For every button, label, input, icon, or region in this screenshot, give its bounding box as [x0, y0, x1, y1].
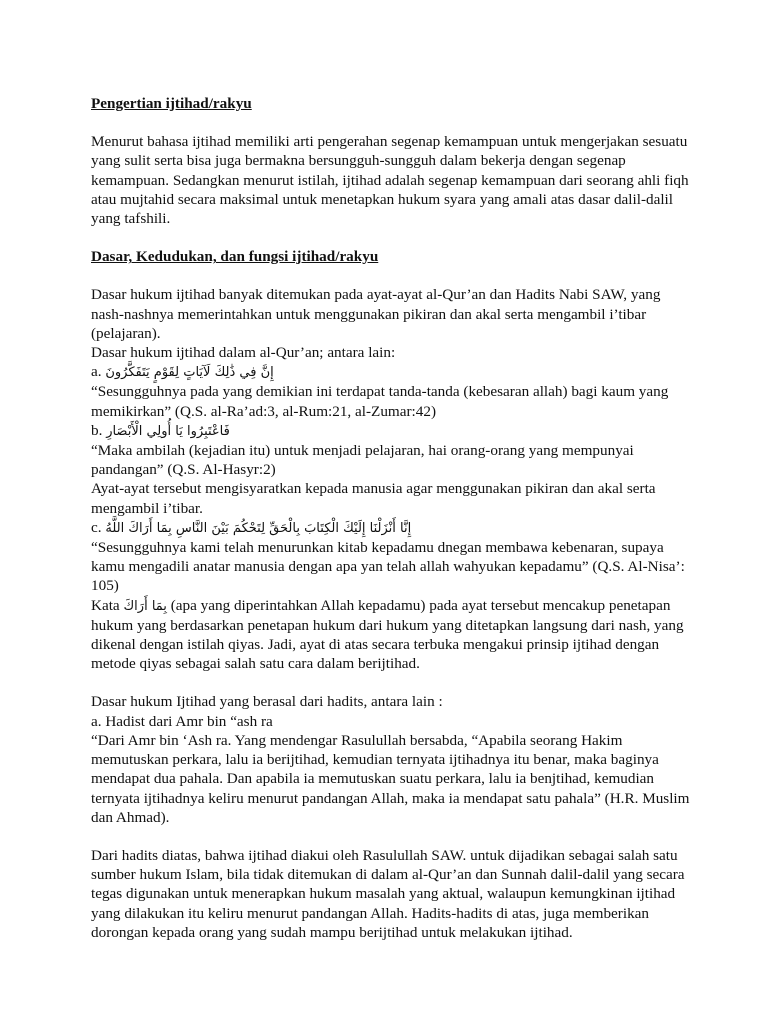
- section-heading-dasar: Dasar, Kedudukan, dan fungsi ijtihad/rakyu: [91, 248, 379, 266]
- paragraph-quran-intro: Dasar hukum ijtihad dalam al-Qur’an; antara lain:: [91, 344, 396, 362]
- kata-rest: (apa yang diperintahkan Allah kepadamu) pada ayat tersebut mencakup penetapan hukum yang berdasarkan penetapan hukum dari hukum yang ditetapkan langsung dari nash, yang dikenal dengan istilah qiyas. Jadi, ayat di atas secara terbuka mengakui prinsip ijtihad dengan metode qiyas sebagai salah satu cara dalam berijtihad.: [91, 596, 684, 673]
- verse-b-translation: “Maka ambilah (kejadian itu) untuk menjadi pelajaran, hai orang-orang yang mempunyai pandangan” (Q.S. Al-Hasyr:2): [91, 442, 634, 479]
- document-body: [91, 94, 691, 942]
- paragraph-hadits-intro: Dasar hukum Ijtihad yang berasal dari hadits, antara lain :: [91, 693, 443, 711]
- verse-c: [91, 518, 691, 538]
- verse-c-label: c.: [91, 518, 102, 536]
- verse-a-translation: “Sesungguhnya pada yang demikian ini terdapat tanda-tanda (kebesaran allah) bagi kaum yang memikirkan” (Q.S. al-Ra’ad:3, al-Rum:21, al-Zumar:42): [91, 383, 669, 420]
- verse-a-arabic: إِنَّ فِي ذَٰلِكَ لَآيَاتٍ لِقَوْمٍ يَتَفَكَّرُونَ: [105, 365, 274, 381]
- verse-b-arabic: فَاعْتَبِرُوا يَا أُولِي الْأَبْصَارِ: [106, 423, 230, 439]
- kata-arabic: بِمَا أَرَاكَ: [123, 598, 167, 614]
- verse-b: [91, 421, 691, 441]
- kata-prefix: Kata: [91, 596, 120, 614]
- verse-b-label: b.: [91, 421, 103, 439]
- paragraph-conclusion: Dari hadits diatas, bahwa ijtihad diakui oleh Rasulullah SAW. untuk dijadikan sebagai salah satu sumber hukum Islam, bila tidak ditemukan di dalam al-Qur’an dan Sunnah dalil-dalil yang secara tegas digunakan untuk menerapkan hukum masalah yang aktual, walaupun kemungkinan ijtihad yang dilakukan itu keliru menurut pandangan Allah. Hadits-hadits di atas, juga memberikan dorongan kepada orang yang sudah mampu berijtihad untuk melakukan ijtihad.: [91, 846, 685, 941]
- verse-c-arabic: إِنَّا أَنْزَلْنَا إِلَيْكَ الْكِتَابَ بِالْحَقِّ لِتَحْكُمَ بَيْنَ النَّاسِ بِمَا أَرَاكَ اللَّهُ: [105, 520, 412, 536]
- verse-c-translation: “Sesungguhnya kami telah menurunkan kitab kepadamu dnegan membawa kebenaran, supaya kamu mengadili anatar manusia dengan apa yan telah allah wahyukan kepadamu” (Q.S. Al-Nisa’: 105): [91, 539, 685, 595]
- paragraph-dasar-intro: Dasar hukum ijtihad banyak ditemukan pada ayat-ayat al-Qur’an dan Hadits Nabi SAW, yang nash-nashnya memerintahkan untuk menggunakan pikiran dan akal serta mengambil i’tibar (pelajaran).: [91, 286, 661, 342]
- hadith-quote: “Dari Amr bin ‘Ash ra. Yang mendengar Rasulullah bersabda, “Apabila seorang Hakim memutuskan perkara, lalu ia berijtihad, kemudian ternyata ijtihadnya itu benar, maka baginya mendapat dua pahala. Dan apabila ia memutuskan suatu perkara, lalu ia benjtihad, kemudian ternyata ijtihadnya keliru menurut pandangan Allah, maka ia mendapat satu pahala” (H.R. Muslim dan Ahmad).: [91, 731, 690, 826]
- paragraph-definition: Menurut bahasa ijtihad memiliki arti pengerahan segenap kemampuan untuk mengerjakan sesuatu yang sulit serta bisa juga bermakna bersungguh-sungguh dalam bekerja dengan segenap kemampuan. Sedangkan menurut istilah, ijtihad adalah segenap kemampuan dari seorang ahli fiqh atau mujtahid secara maksimal untuk menetapkan hukum syara yang amali atas dasar dalil-dalil yang tafshili.: [91, 133, 689, 228]
- verse-b-note: Ayat-ayat tersebut mengisyaratkan kepada manusia agar menggunakan pikiran dan akal serta mengambil i’tibar.: [91, 480, 656, 517]
- section-heading-pengertian: Pengertian ijtihad/rakyu: [91, 95, 252, 112]
- paragraph-kata: [91, 596, 691, 674]
- hadith-a-line: a. Hadist dari Amr bin “ash ra: [91, 712, 273, 730]
- verse-a-label: a.: [91, 363, 102, 381]
- verse-a: [91, 362, 691, 382]
